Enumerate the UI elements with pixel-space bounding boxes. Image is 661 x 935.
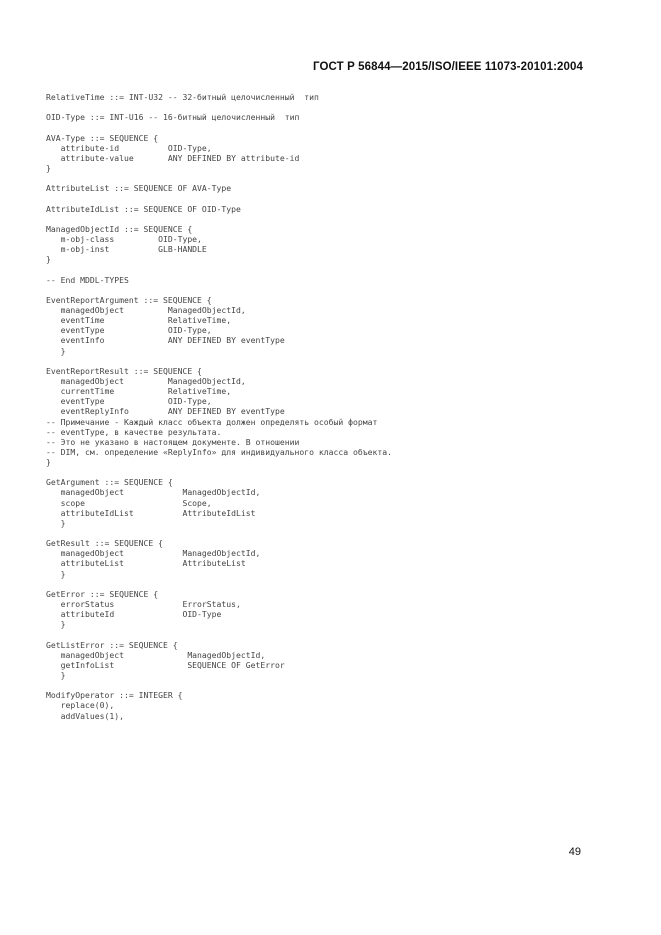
- code-line: RelativeTime ::= INT-U32 -- 32-битный целочисленный тип: [46, 92, 319, 102]
- code-line: OID-Type ::= INT-U16 -- 16-битный целочисленный тип: [46, 112, 300, 123]
- code-line: attributeList AttributeList: [46, 558, 246, 569]
- code-line: attributeIdList AttributeIdList: [46, 507, 256, 518]
- code-line: managedObject ManagedObjectId,: [46, 649, 266, 660]
- code-line: eventTime RelativeTime,: [46, 315, 232, 326]
- code-line: }: [46, 345, 66, 356]
- code-line: attribute-id OID-Type,: [46, 142, 212, 153]
- code-line: [46, 264, 646, 274]
- code-line: -- DIM, см. определение «ReplyInfo» для индивидуального класса объекта.: [46, 446, 392, 457]
- standard-header: ГОСТ Р 56844—2015/ISO/IEEE 11073-20101:2004: [313, 61, 583, 73]
- code-line: [46, 467, 646, 477]
- code-line: GetArgument ::= SEQUENCE {: [46, 477, 173, 488]
- code-line: AttributeList ::= SEQUENCE OF AVA-Type: [46, 183, 232, 194]
- code-line: currentTime RelativeTime,: [46, 386, 232, 397]
- code-line: EventReportResult ::= SEQUENCE {: [46, 365, 202, 376]
- code-line: [46, 214, 646, 224]
- code-line: GetResult ::= SEQUENCE {: [46, 538, 163, 549]
- code-line: }: [46, 670, 66, 681]
- code-line: eventReplyInfo ANY DEFINED BY eventType: [46, 406, 285, 417]
- code-line: }: [46, 254, 51, 265]
- code-line: }: [46, 457, 51, 468]
- code-line: [46, 173, 646, 183]
- code-line: [46, 528, 646, 538]
- code-line: errorStatus ErrorStatus,: [46, 599, 241, 610]
- code-line: [46, 356, 646, 366]
- code-line: -- Примечание - Каждый класс объекта должен определять особый формат: [46, 416, 378, 427]
- code-line: managedObject ManagedObjectId,: [46, 304, 246, 315]
- code-line: getInfoList SEQUENCE OF GetError: [46, 659, 285, 670]
- code-line: addValues(1),: [46, 710, 124, 721]
- code-line: GetError ::= SEQUENCE {: [46, 588, 159, 599]
- code-line: [46, 102, 646, 112]
- code-line: [46, 680, 646, 690]
- code-line: }: [46, 162, 51, 173]
- code-line: }: [46, 619, 66, 630]
- code-line: [46, 629, 646, 639]
- code-line: eventType OID-Type,: [46, 396, 212, 407]
- code-line: eventType OID-Type,: [46, 325, 212, 336]
- code-line: -- eventType, в качестве результата.: [46, 426, 222, 437]
- code-line: scope Scope,: [46, 497, 212, 508]
- code-line: [46, 579, 646, 589]
- code-line: replace(0),: [46, 700, 115, 711]
- code-line: }: [46, 517, 66, 528]
- code-line: managedObject ManagedObjectId,: [46, 548, 261, 559]
- page-number: 49: [568, 846, 581, 858]
- code-line: eventInfo ANY DEFINED BY eventType: [46, 335, 285, 346]
- code-line: AttributeIdList ::= SEQUENCE OF OID-Type: [46, 203, 241, 214]
- code-line: }: [46, 568, 66, 579]
- code-line: m-obj-inst GLB-HANDLE: [46, 244, 207, 255]
- asn1-code-block: [46, 92, 646, 721]
- code-line: managedObject ManagedObjectId,: [46, 375, 246, 386]
- code-line: [46, 193, 646, 203]
- code-line: -- End MDDL-TYPES: [46, 274, 129, 285]
- code-line: [46, 285, 646, 295]
- code-line: managedObject ManagedObjectId,: [46, 487, 261, 498]
- code-line: AVA-Type ::= SEQUENCE {: [46, 132, 159, 143]
- code-line: GetListError ::= SEQUENCE {: [46, 639, 178, 650]
- code-line: ManagedObjectId ::= SEQUENCE {: [46, 223, 193, 234]
- code-line: m-obj-class OID-Type,: [46, 233, 202, 244]
- code-line: -- Это не указано в настоящем документе. В отношении: [46, 436, 300, 447]
- code-line: [46, 122, 646, 132]
- code-line: attribute-value ANY DEFINED BY attribute-id: [46, 152, 300, 163]
- code-line: ModifyOperator ::= INTEGER {: [46, 690, 183, 701]
- code-line: attributeId OID-Type: [46, 609, 222, 620]
- code-line: EventReportArgument ::= SEQUENCE {: [46, 294, 212, 305]
